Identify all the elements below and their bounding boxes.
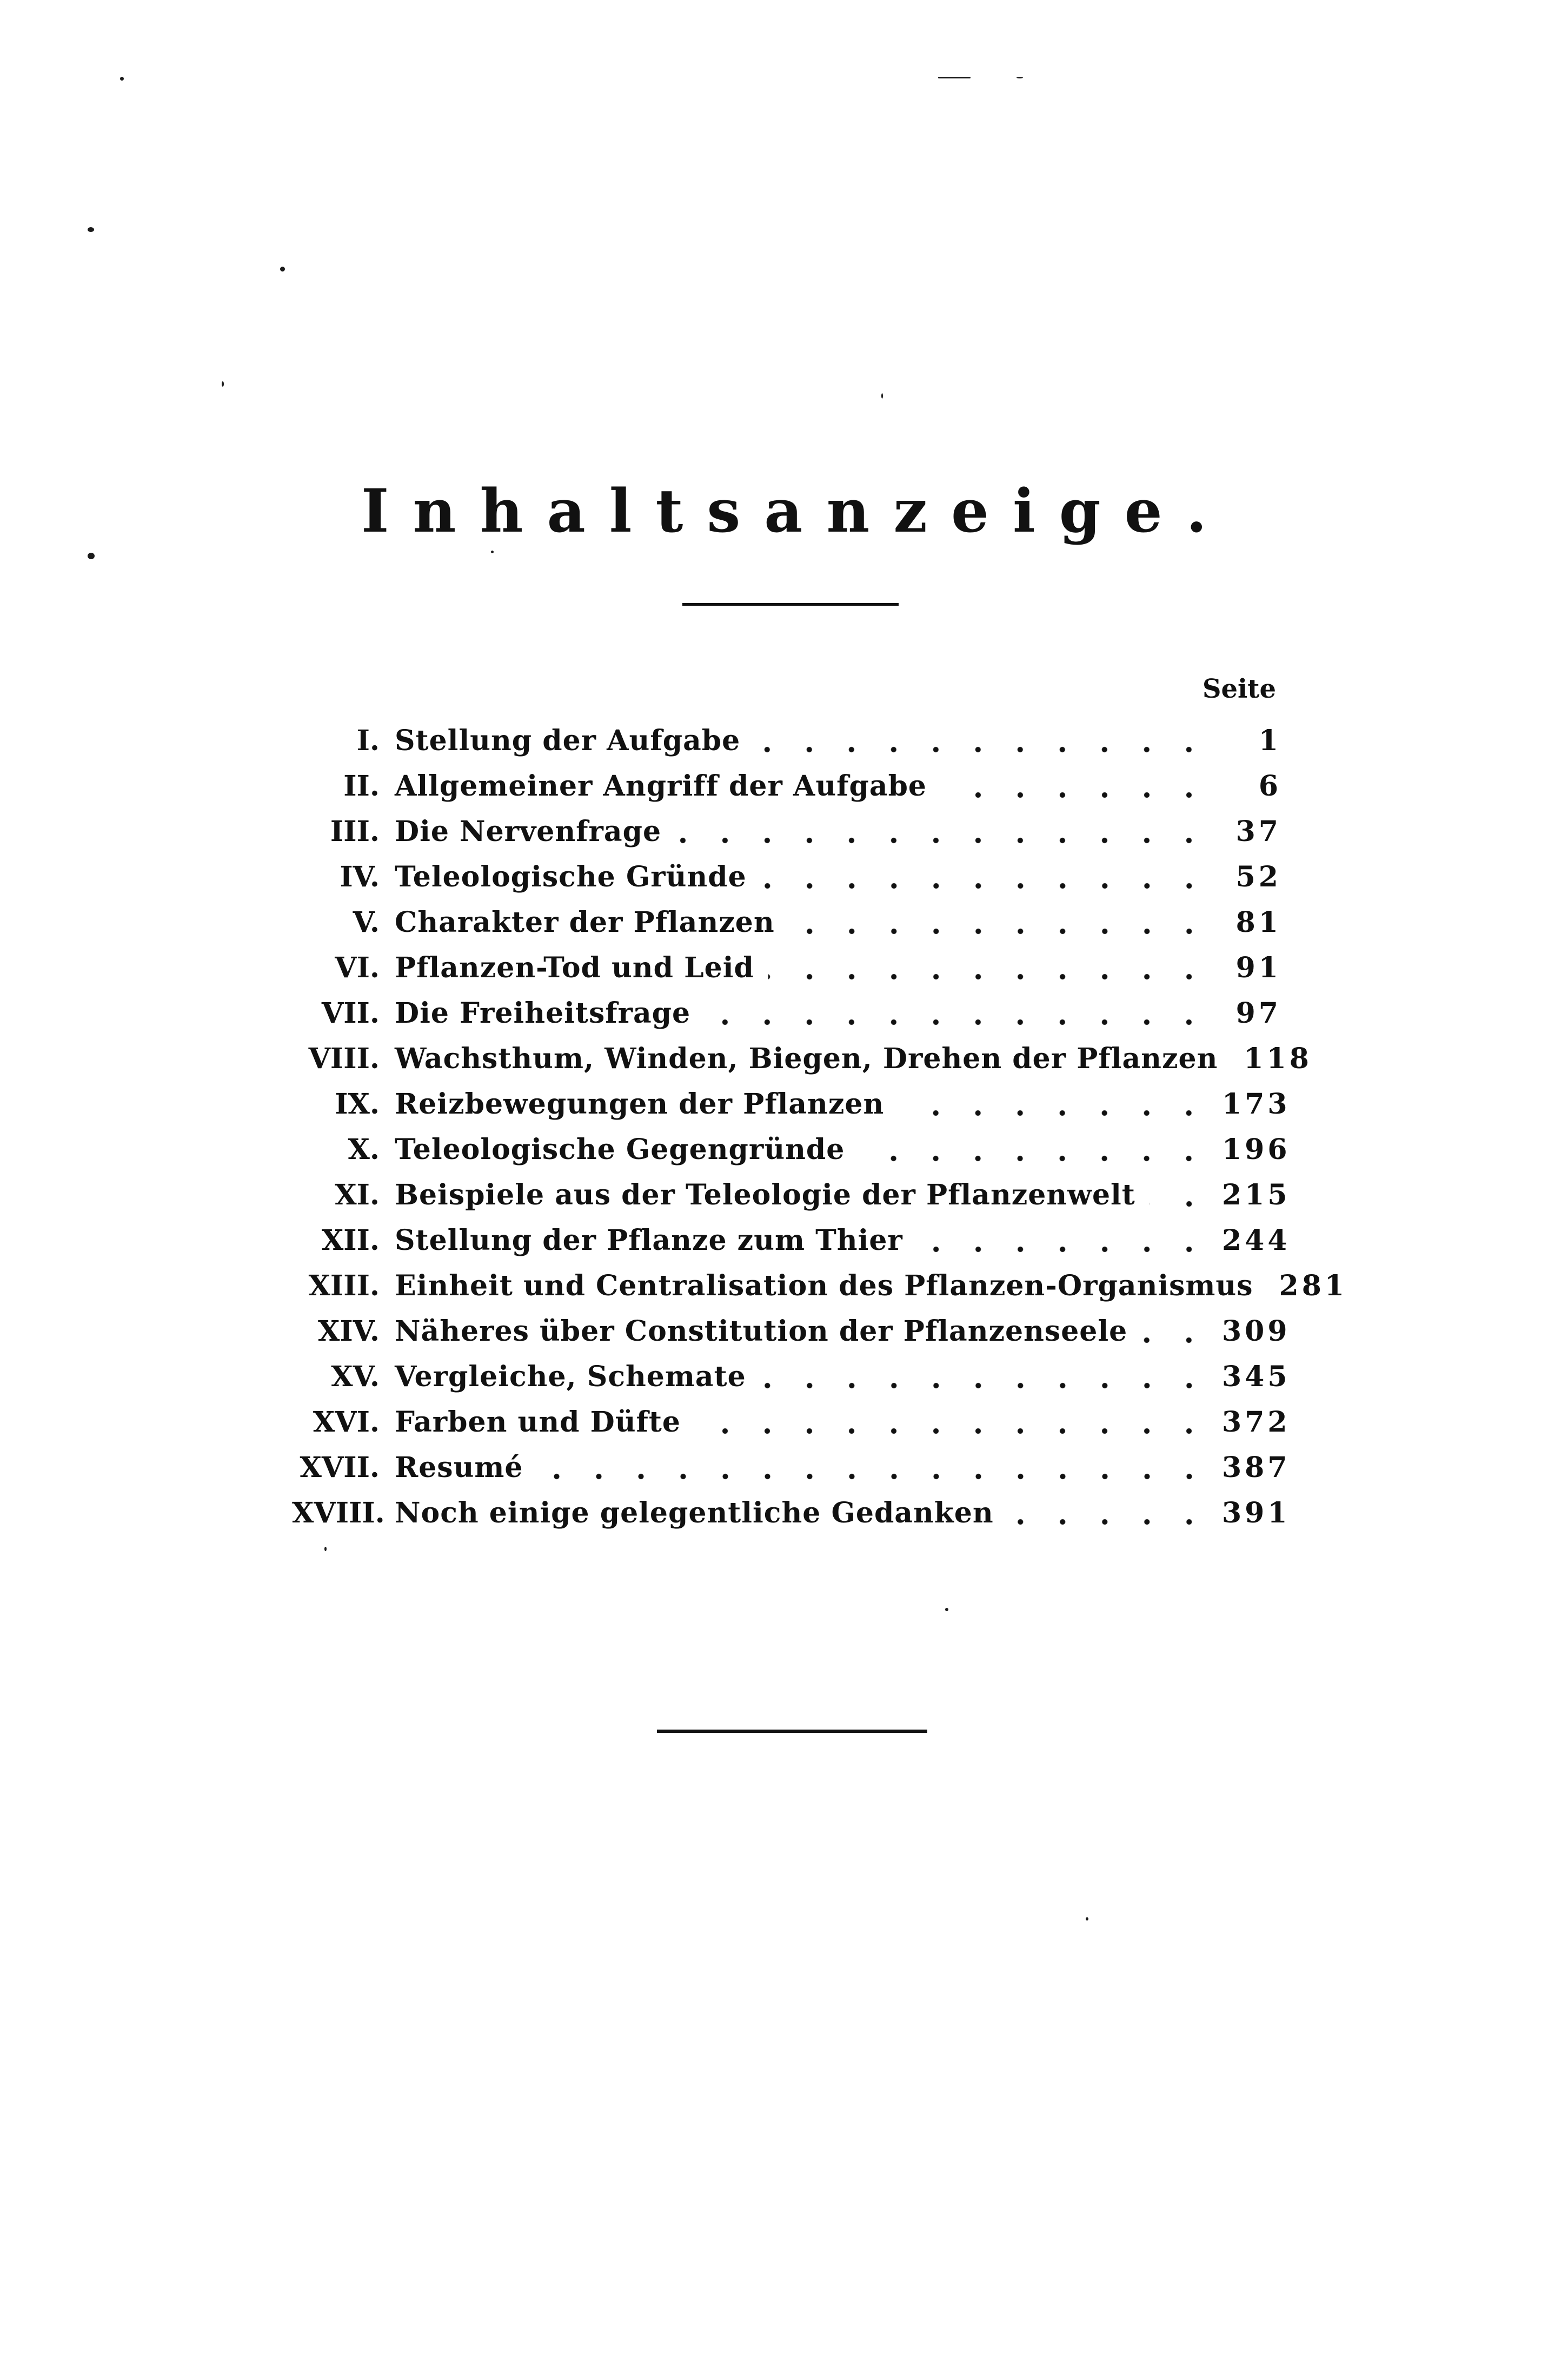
chapter-numeral: XV. xyxy=(331,1360,380,1393)
scan-speck xyxy=(120,77,124,81)
chapter-numeral: XIII. xyxy=(308,1269,380,1302)
chapter-numeral: XVII. xyxy=(300,1451,380,1484)
dot-leader xyxy=(537,1473,1211,1480)
toc-entry xyxy=(292,1173,1291,1218)
scan-speck xyxy=(88,227,94,232)
dot-leader xyxy=(917,1246,1210,1253)
dot-leader xyxy=(768,973,1210,980)
dot-leader xyxy=(898,1110,1210,1116)
chapter-title: Teleologische Gegengründe xyxy=(395,1133,845,1166)
dot-leader xyxy=(1141,1337,1210,1343)
page-number: 345 xyxy=(1222,1360,1291,1393)
toc-entry xyxy=(292,809,1281,855)
dot-leader xyxy=(761,883,1210,889)
scan-speck xyxy=(88,553,95,559)
chapter-title: Resumé xyxy=(395,1451,523,1484)
page-number: 196 xyxy=(1222,1133,1291,1166)
chapter-title: Stellung der Pflanze zum Thier xyxy=(395,1224,903,1257)
toc-entry xyxy=(292,1354,1291,1400)
page-number: 1 xyxy=(1258,724,1281,757)
page-column-label: Seite xyxy=(1202,674,1276,704)
page-title: Inhaltsanzeige. xyxy=(361,476,1231,546)
toc-entry xyxy=(292,1400,1291,1445)
chapter-title: Charakter der Pflanzen xyxy=(395,906,775,939)
closing-divider xyxy=(657,1730,927,1733)
chapter-title: Vergleiche, Schemate xyxy=(395,1360,746,1393)
page-number: 97 xyxy=(1235,997,1281,1030)
page-number: 173 xyxy=(1222,1088,1291,1121)
dot-leader xyxy=(760,1382,1210,1389)
page-number: 244 xyxy=(1222,1224,1291,1257)
chapter-numeral: VII. xyxy=(321,997,380,1030)
chapter-title: Farben und Düfte xyxy=(395,1406,681,1439)
chapter-title: Noch einige gelegentliche Gedanken xyxy=(395,1496,994,1529)
scan-speck xyxy=(881,393,883,399)
chapter-numeral: V. xyxy=(353,906,380,939)
chapter-numeral: III. xyxy=(330,815,380,848)
chapter-numeral: II. xyxy=(343,770,380,803)
dot-leader xyxy=(705,1019,1210,1025)
chapter-title: Beispiele aus der Teleologie der Pflanzenwelt xyxy=(395,1178,1135,1211)
toc-entry xyxy=(292,1491,1291,1536)
toc-entry xyxy=(292,1036,1312,1082)
chapter-numeral: XVI. xyxy=(313,1406,380,1439)
toc-entry xyxy=(292,1127,1291,1173)
chapter-numeral: VI. xyxy=(335,951,380,984)
chapter-numeral: I. xyxy=(356,724,380,757)
toc-entry xyxy=(292,900,1281,945)
chapter-numeral: XIV. xyxy=(317,1315,380,1348)
toc-entry xyxy=(292,1445,1291,1491)
scan-speck xyxy=(1016,77,1023,78)
dot-leader xyxy=(1008,1519,1210,1525)
chapter-title: Wachsthum, Winden, Biegen, Drehen der Pflanzen xyxy=(395,1042,1218,1075)
page-number: 372 xyxy=(1222,1406,1291,1439)
toc-entry xyxy=(292,1218,1291,1263)
table-of-contents xyxy=(292,718,1348,1536)
dot-leader xyxy=(1150,1201,1210,1207)
scan-speck xyxy=(945,1608,948,1611)
chapter-title: Die Freiheitsfrage xyxy=(395,997,691,1030)
toc-entry xyxy=(292,1082,1291,1127)
toc-entry xyxy=(292,855,1281,900)
chapter-numeral: XI. xyxy=(335,1178,380,1211)
chapter-numeral: VIII. xyxy=(308,1042,380,1075)
toc-entry xyxy=(292,991,1281,1036)
page-number: 52 xyxy=(1235,860,1281,893)
page-number: 391 xyxy=(1222,1496,1291,1529)
chapter-numeral: XVIII. xyxy=(292,1496,385,1529)
chapter-title: Einheit und Centralisation des Pflanzen-Organismus xyxy=(395,1269,1253,1302)
dot-leader xyxy=(789,928,1210,935)
page-number: 37 xyxy=(1235,815,1281,848)
chapter-title: Stellung der Aufgabe xyxy=(395,724,741,757)
page-number: 215 xyxy=(1222,1178,1291,1211)
chapter-title: Reizbewegungen der Pflanzen xyxy=(395,1088,885,1121)
page-number: 118 xyxy=(1244,1042,1312,1075)
scan-speck xyxy=(491,551,494,553)
toc-entry xyxy=(292,1263,1348,1309)
chapter-title: Allgemeiner Angriff der Aufgabe xyxy=(395,770,927,803)
chapter-title: Pflanzen-Tod und Leid xyxy=(395,951,754,984)
chapter-numeral: IV. xyxy=(340,860,380,893)
scan-speck xyxy=(938,77,971,78)
page-number: 91 xyxy=(1235,951,1281,984)
toc-entry xyxy=(292,718,1281,764)
dot-leader xyxy=(754,746,1210,753)
title-divider xyxy=(682,603,899,606)
page-number: 6 xyxy=(1258,770,1281,803)
chapter-numeral: IX. xyxy=(335,1088,380,1121)
dot-leader xyxy=(859,1155,1210,1162)
dot-leader xyxy=(941,792,1210,798)
page-number: 309 xyxy=(1222,1315,1291,1348)
scan-speck xyxy=(1086,1917,1088,1920)
toc-entry xyxy=(292,764,1281,809)
page-number: 81 xyxy=(1235,906,1281,939)
scan-speck xyxy=(324,1547,327,1551)
page-number: 387 xyxy=(1222,1451,1291,1484)
chapter-numeral: X. xyxy=(348,1133,380,1166)
toc-entry xyxy=(292,945,1281,991)
page-number: 281 xyxy=(1279,1269,1348,1302)
chapter-title: Die Nervenfrage xyxy=(395,815,662,848)
scan-speck xyxy=(280,267,285,271)
scan-speck xyxy=(222,381,224,387)
dot-leader xyxy=(675,837,1210,844)
chapter-title: Näheres über Constitution der Pflanzenseele xyxy=(395,1315,1128,1348)
chapter-title: Teleologische Gründe xyxy=(395,860,747,893)
dot-leader xyxy=(695,1428,1210,1434)
chapter-numeral: XII. xyxy=(321,1224,380,1257)
toc-entry xyxy=(292,1309,1291,1354)
